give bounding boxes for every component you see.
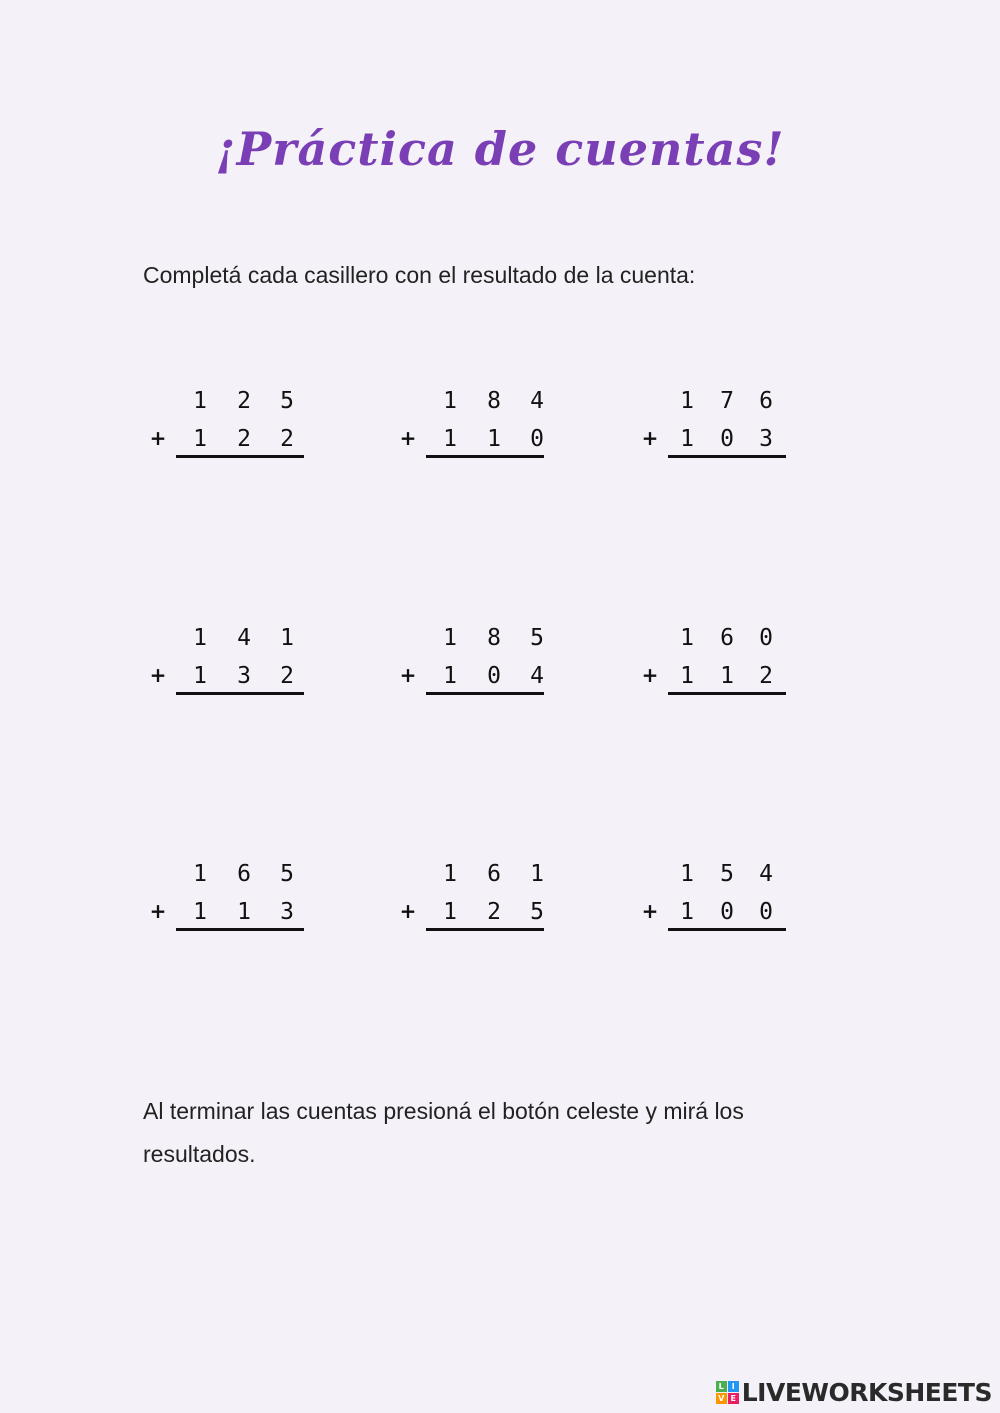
top-number (398, 625, 544, 655)
sum-underline (176, 928, 304, 931)
addition-problem-1 (148, 388, 294, 468)
bottom-number (640, 899, 780, 929)
logo-mark-icon (716, 1381, 739, 1404)
digit: 1 (680, 625, 694, 651)
instruction-text: Completá cada casillero con el resultado de la cuenta: (143, 262, 696, 288)
plus-sign: + (149, 426, 167, 450)
digit: 5 (720, 861, 734, 887)
digit: 5 (280, 388, 294, 414)
digit: 1 (193, 899, 207, 925)
digit: 1 (443, 625, 457, 651)
top-number (398, 861, 544, 891)
digit: 1 (443, 861, 457, 887)
top-number (398, 388, 544, 418)
sum-underline (426, 455, 544, 458)
addition-problem-7 (148, 861, 294, 941)
sum-underline (426, 692, 544, 695)
digit: 0 (720, 426, 734, 452)
digit: 7 (720, 388, 734, 414)
digit: 4 (237, 625, 251, 651)
digit: 5 (280, 861, 294, 887)
digit: 8 (487, 625, 501, 651)
digit: 2 (487, 899, 501, 925)
digit: 0 (530, 426, 544, 452)
digit: 5 (530, 899, 544, 925)
liveworksheets-logo (716, 1378, 992, 1407)
addition-problem-5 (398, 625, 544, 705)
sum-underline (668, 928, 786, 931)
top-number (640, 625, 780, 655)
addition-problem-9 (640, 861, 780, 941)
plus-sign: + (399, 663, 417, 687)
digit: 0 (487, 663, 501, 689)
digit: 1 (193, 663, 207, 689)
digit: 1 (680, 899, 694, 925)
plus-sign: + (399, 426, 417, 450)
footer-instruction: Al terminar las cuentas presioná el botón celeste y mirá los resultados. (143, 1098, 744, 1167)
digit: 3 (280, 899, 294, 925)
addition-problem-6 (640, 625, 780, 705)
page-title: ¡Práctica de cuentas! (215, 122, 785, 176)
digit: 1 (443, 663, 457, 689)
digit: 4 (530, 388, 544, 414)
addition-problem-8 (398, 861, 544, 941)
digit: 2 (237, 426, 251, 452)
addition-problem-4 (148, 625, 294, 705)
digit: 0 (720, 899, 734, 925)
sum-underline (176, 455, 304, 458)
bottom-number (398, 663, 544, 693)
digit: 1 (530, 861, 544, 887)
digit: 1 (193, 625, 207, 651)
digit: 1 (193, 388, 207, 414)
digit: 0 (759, 625, 773, 651)
digit: 4 (530, 663, 544, 689)
sum-underline (668, 692, 786, 695)
digit: 1 (720, 663, 734, 689)
plus-sign: + (641, 899, 659, 923)
logo-mark-letter: E (728, 1393, 739, 1404)
logo-mark-letter: L (716, 1381, 727, 1392)
top-number (148, 861, 294, 891)
bottom-number (398, 426, 544, 456)
top-number (148, 625, 294, 655)
digit: 1 (193, 426, 207, 452)
bottom-number (148, 663, 294, 693)
digit: 2 (280, 663, 294, 689)
digit: 1 (680, 426, 694, 452)
digit: 5 (530, 625, 544, 651)
bottom-number (398, 899, 544, 929)
digit: 1 (680, 663, 694, 689)
logo-mark-letter: V (716, 1393, 727, 1404)
digit: 6 (487, 861, 501, 887)
digit: 0 (759, 899, 773, 925)
sum-underline (668, 455, 786, 458)
bottom-number (640, 663, 780, 693)
top-number (640, 861, 780, 891)
digit: 1 (680, 861, 694, 887)
sum-underline (426, 928, 544, 931)
digit: 1 (280, 625, 294, 651)
bottom-number (148, 426, 294, 456)
digit: 1 (680, 388, 694, 414)
digit: 3 (759, 426, 773, 452)
digit: 6 (759, 388, 773, 414)
plus-sign: + (641, 663, 659, 687)
digit: 3 (237, 663, 251, 689)
logo-mark-letter: I (728, 1381, 739, 1392)
digit: 6 (237, 861, 251, 887)
addition-problem-3 (640, 388, 780, 468)
digit: 1 (237, 899, 251, 925)
digit: 8 (487, 388, 501, 414)
digit: 2 (280, 426, 294, 452)
logo-text: LIVEWORKSHEETS (741, 1378, 992, 1407)
sum-underline (176, 692, 304, 695)
plus-sign: + (149, 663, 167, 687)
digit: 4 (759, 861, 773, 887)
digit: 6 (720, 625, 734, 651)
digit: 1 (443, 426, 457, 452)
digit: 2 (237, 388, 251, 414)
digit: 1 (487, 426, 501, 452)
digit: 1 (443, 388, 457, 414)
digit: 1 (193, 861, 207, 887)
plus-sign: + (399, 899, 417, 923)
bottom-number (640, 426, 780, 456)
top-number (148, 388, 294, 418)
bottom-number (148, 899, 294, 929)
digit: 2 (759, 663, 773, 689)
digit: 1 (443, 899, 457, 925)
plus-sign: + (641, 426, 659, 450)
top-number (640, 388, 780, 418)
addition-problem-2 (398, 388, 544, 468)
plus-sign: + (149, 899, 167, 923)
